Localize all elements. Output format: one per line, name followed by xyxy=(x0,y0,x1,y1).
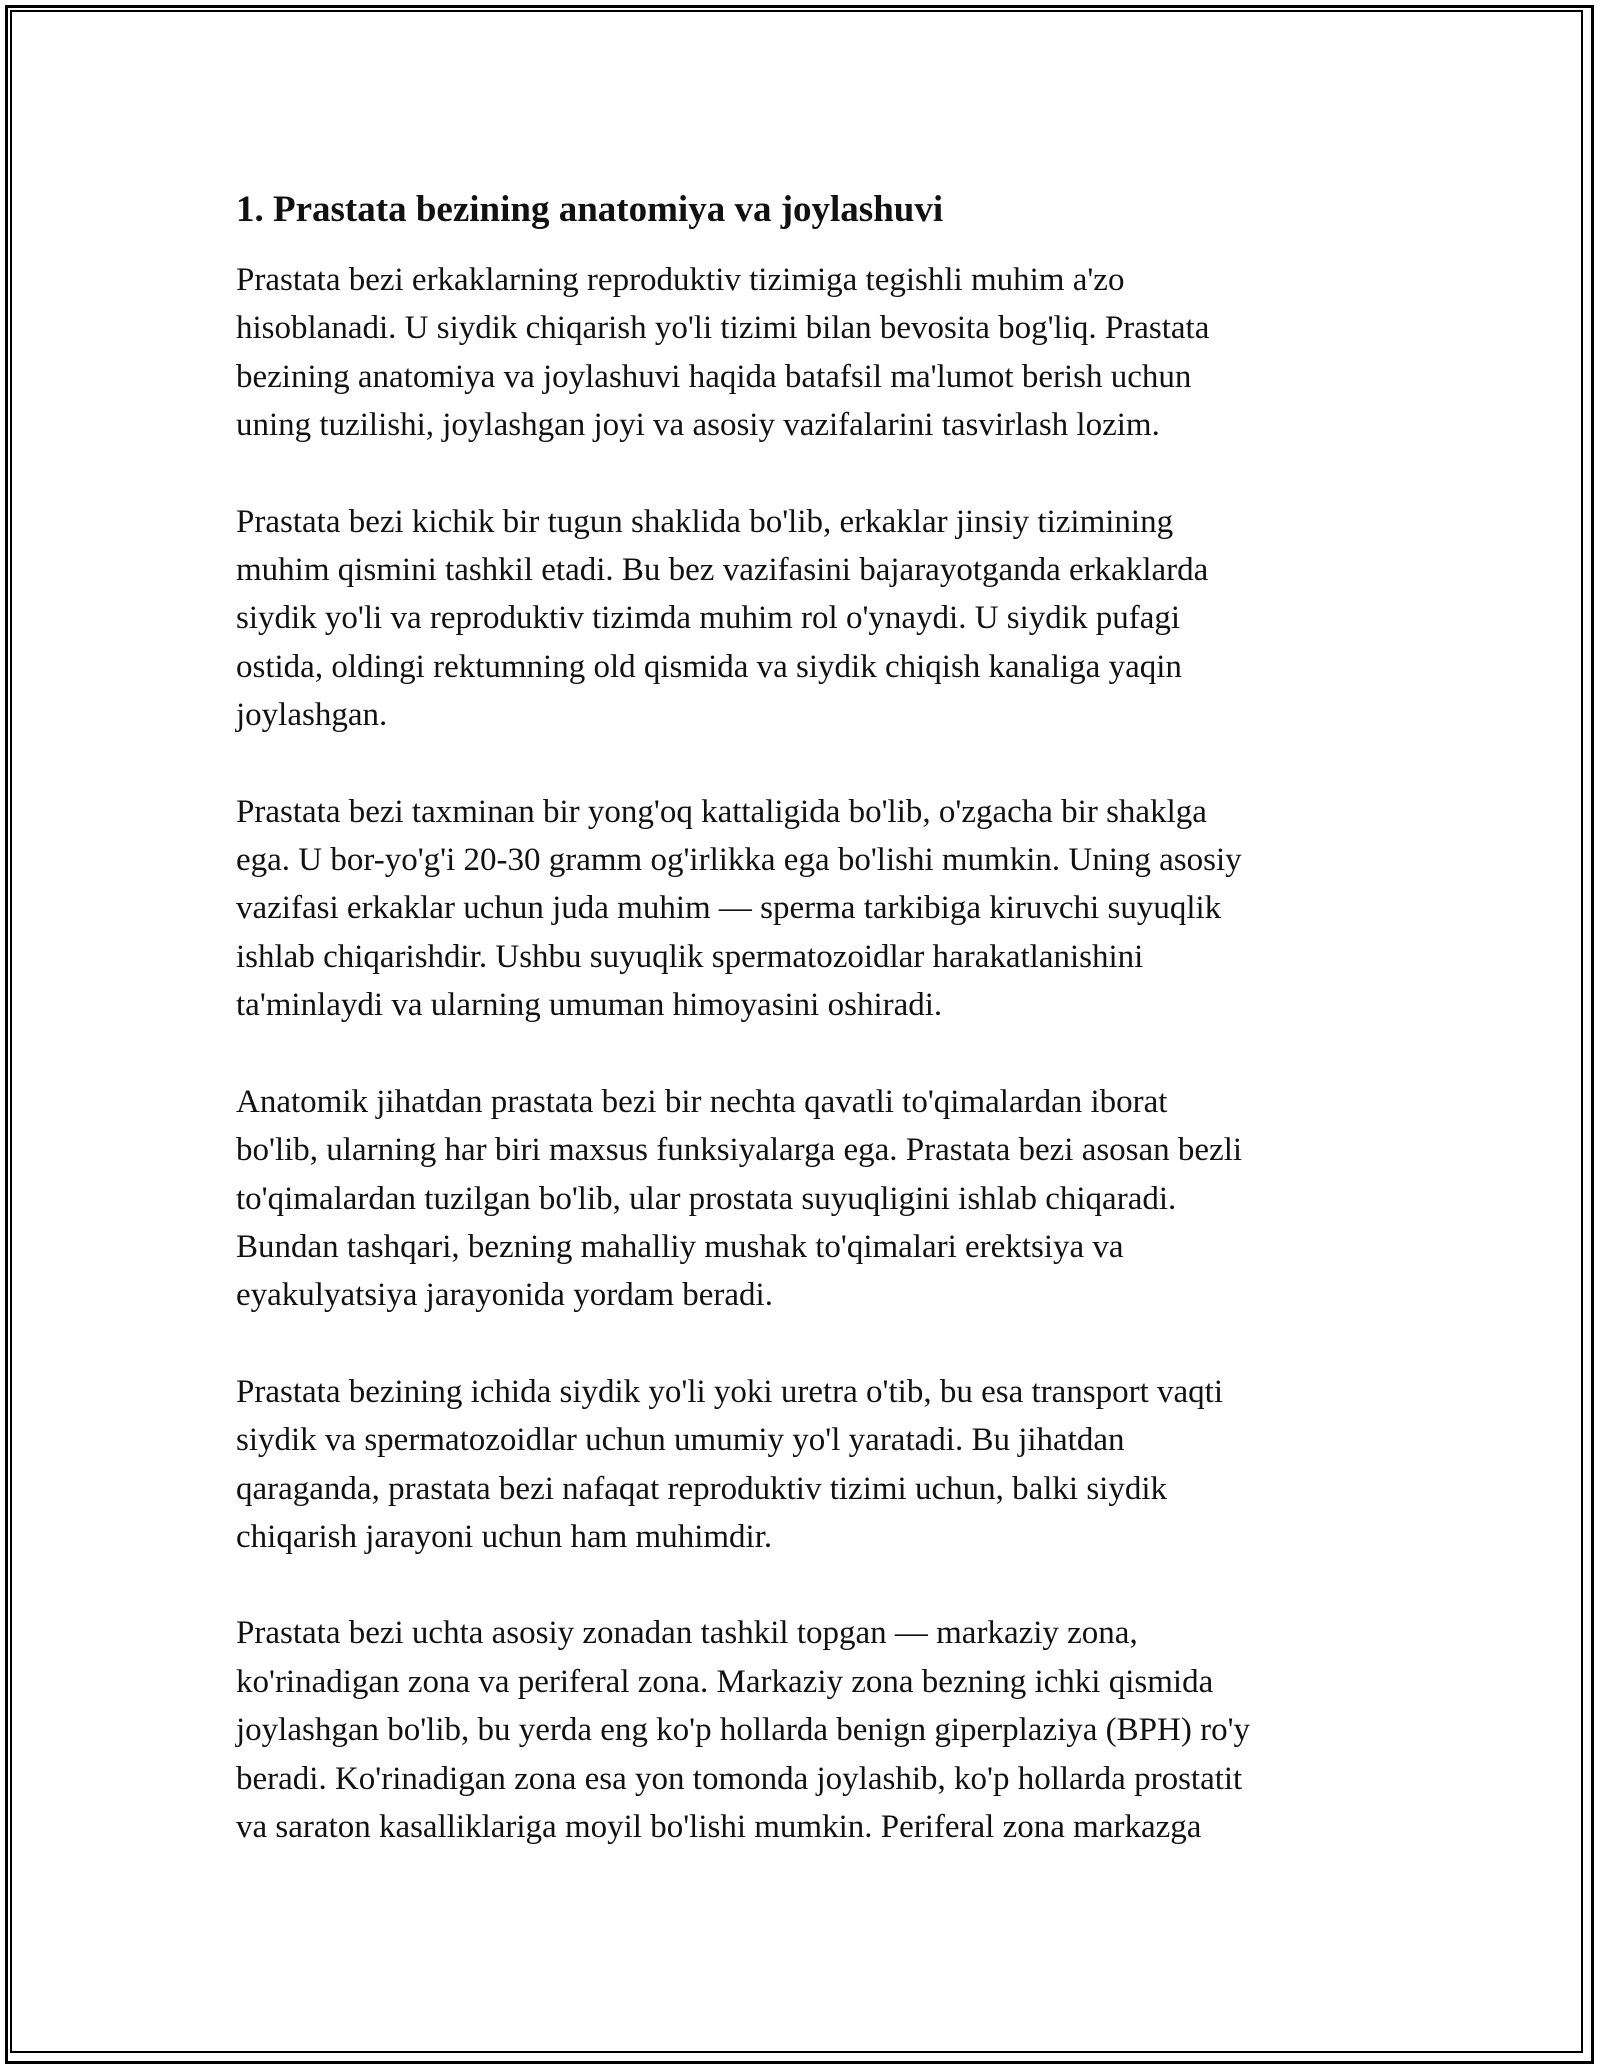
paragraph-5: Prastata bezining ichida siydik yo'li yoki uretra o'tib, bu esa transport vaqti siydik va spermatozoidlar uchun umumiy yo'l yaratadi. Bu jihatdan qaraganda, prastata bezi nafaqat reproduktiv tizimi uchun, balki siydik chiqarish jarayoni uchun ham muhimdir. xyxy=(236,1373,1224,1555)
section-title: 1. Prastata bezining anatomiya va joylashuvi xyxy=(236,189,944,230)
paragraph-1: Prastata bezi erkaklarning reproduktiv tizimiga tegishli muhim a'zo hisoblanadi. U siydik chiqarish yo'li tizimi bilan bevosita bog'liq. Prastata bezining anatomiya va joylashuvi haqida batafsil ma'lumot berish uchun uning tuzilishi, joylashgan joyi va asosiy vazifalarini tasvirlash lozim. xyxy=(236,262,1210,444)
paragraph-2: Prastata bezi kichik bir tugun shaklida bo'lib, erkaklar jinsiy tizimining muhim qismini tashkil etadi. Bu bez vazifasini bajarayotganda erkaklarda siydik yo'li va reproduktiv tizimda muhim rol o'ynaydi. U siydik pufagi ostida, oldingi rektumning old qismida va siydik chiqish kanaliga yaqin joylashgan. xyxy=(236,503,1209,734)
paragraph-4: Anatomik jihatdan prastata bezi bir nechta qavatli to'qimalardan iborat bo'lib, ularning har biri maxsus funksiyalarga ega. Prastata bezi asosan bezli to'qimalardan tuzilgan bo'lib, ular prostata suyuqligini ishlab chiqaradi. Bundan tashqari, bezning mahalliy mushak to'qimalari erektsiya va eyakulyatsiya jarayonida yordam beradi. xyxy=(236,1083,1243,1314)
paragraph-3: Prastata bezi taxminan bir yong'oq kattaligida bo'lib, o'zgacha bir shaklga ega. U bor-yo'g'i 20-30 gramm og'irlikka ega bo'lishi mumkin. Uning asosiy vazifasi erkaklar uchun juda muhim — sperma tarkibiga kiruvchi suyuqlik ishlab chiqarishdir. Ushbu suyuqlik spermatozoidlar harakatlanishini ta'minlaydi va ularning umuman himoyasini oshiradi. xyxy=(236,793,1242,1024)
document-body xyxy=(236,186,1386,1899)
paragraph-6: Prastata bezi uchta asosiy zonadan tashkil topgan — markaziy zona, ko'rinadigan zona va periferal zona. Markaziy zona bezning ichki qismida joylashgan bo'lib, bu yerda eng ko'p hollarda benign giperplaziya (BPH) ro'y beradi. Ko'rinadigan zona esa yon tomonda joylashib, ko'p hollarda prostatit va saraton kasalliklariga moyil bo'lishi mumkin. Periferal zona markazga xyxy=(236,1615,1251,1845)
